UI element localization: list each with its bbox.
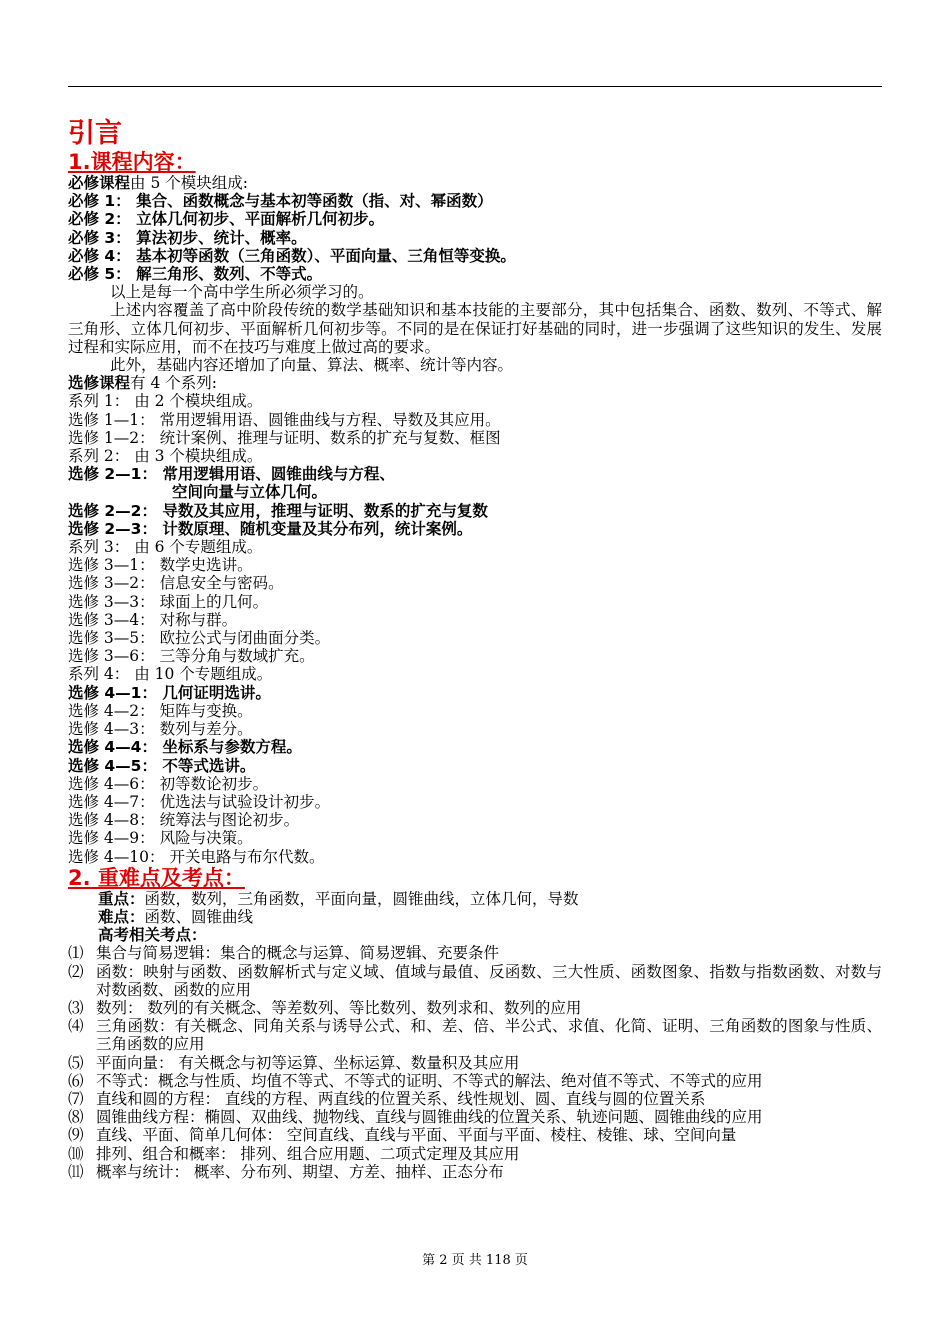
exam-point-number: ⑶ bbox=[68, 998, 84, 1017]
page-footer: 第 2 页 共 118 页 bbox=[422, 1253, 528, 1268]
exam-points-label: 高考相关考点： bbox=[98, 926, 207, 945]
exam-point-number: ⑵ bbox=[68, 962, 84, 981]
exam-point-9 bbox=[68, 1126, 882, 1144]
elective-3-5: 选修 3—5： 欧拉公式与闭曲面分类。 bbox=[68, 629, 331, 648]
series-3: 系列 3： 由 6 个专题组成。 bbox=[68, 538, 263, 557]
elective-3-2: 选修 3—2： 信息安全与密码。 bbox=[68, 574, 284, 593]
elective-4-2: 选修 4—2： 矩阵与变换。 bbox=[68, 701, 253, 720]
compulsory-module-1: 必修 1： 集合、函数概念与基本初等函数（指、对、幂函数） bbox=[68, 192, 493, 211]
key-points-text: 函数，数列，三角函数，平面向量，圆锥曲线，立体几何，导数 bbox=[144, 889, 579, 908]
exam-point-number: ⑻ bbox=[68, 1108, 84, 1127]
elective-intro-text: 有 4 个系列: bbox=[130, 374, 217, 393]
exam-point-2 bbox=[68, 963, 882, 999]
series-1: 系列 1： 由 2 个模块组成。 bbox=[68, 392, 263, 411]
exam-point-8 bbox=[68, 1108, 882, 1126]
exam-point-text: 直线和圆的方程： 直线的方程、两直线的位置关系、线性规划、圆、直线与圆的位置关系 bbox=[96, 1089, 706, 1108]
exam-point-text: 不等式：概念与性质、均值不等式、不等式的证明、不等式的解法、绝对值不等式、不等式的应用 bbox=[96, 1071, 763, 1090]
elective-1-1: 选修 1—1： 常用逻辑用语、圆锥曲线与方程、导数及其应用。 bbox=[68, 410, 501, 429]
compulsory-module-4: 必修 4： 基本初等函数（三角函数）、平面向量、三角恒等变换。 bbox=[68, 246, 516, 265]
exam-point-1 bbox=[68, 944, 882, 962]
section-1-heading: 1.课程内容： bbox=[68, 150, 196, 174]
elective-4-3: 选修 4—3： 数列与差分。 bbox=[68, 720, 253, 739]
exam-point-text: 函数：映射与函数、函数解析式与定义域、值域与最值、反函数、三大性质、函数图象、指数与指数函数、对数与对数函数、函数的应用 bbox=[96, 962, 882, 999]
elective-3-4: 选修 3—4： 对称与群。 bbox=[68, 610, 238, 629]
exam-point-10 bbox=[68, 1145, 882, 1163]
exam-point-5 bbox=[68, 1054, 882, 1072]
series-2: 系列 2： 由 3 个模块组成。 bbox=[68, 447, 263, 466]
elective-4-9: 选修 4—9： 风险与决策。 bbox=[68, 829, 253, 848]
exam-point-number: ⑽ bbox=[68, 1144, 84, 1163]
elective-3-6: 选修 3—6： 三等分角与数域扩充。 bbox=[68, 647, 315, 666]
exam-point-text: 三角函数：有关概念、同角关系与诱导公式、和、差、倍、半公式、求值、化简、证明、三角函数的图象与性质、三角函数的应用 bbox=[96, 1017, 882, 1054]
elective-4-4: 选修 4—4： 坐标系与参数方程。 bbox=[68, 738, 302, 757]
compulsory-module-3: 必修 3： 算法初步、统计、概率。 bbox=[68, 228, 307, 247]
key-points-label: 重点： bbox=[98, 889, 145, 908]
exam-point-4 bbox=[68, 1017, 882, 1053]
difficult-points-text: 函数、圆锥曲线 bbox=[144, 907, 254, 926]
compulsory-intro bbox=[68, 174, 882, 192]
exam-point-number: ⑷ bbox=[68, 1017, 84, 1036]
series-4: 系列 4： 由 10 个专题组成。 bbox=[68, 665, 273, 684]
compulsory-module-5: 必修 5： 解三角形、数列、不等式。 bbox=[68, 265, 323, 284]
section-2-heading: 2. 重难点及考点： bbox=[68, 865, 245, 890]
header-rule bbox=[68, 86, 882, 87]
key-points bbox=[68, 890, 882, 908]
elective-4-8: 选修 4—8： 统筹法与图论初步。 bbox=[68, 811, 300, 830]
difficult-points-label: 难点： bbox=[98, 907, 145, 926]
elective-4-1: 选修 4—1： 几何证明选讲。 bbox=[68, 683, 271, 702]
exam-point-text: 集合与简易逻辑：集合的概念与运算、简易逻辑、充要条件 bbox=[96, 944, 500, 963]
elective-2-2: 选修 2—2： 导数及其应用，推理与证明、数系的扩充与复数 bbox=[68, 501, 488, 520]
elective-4-5: 选修 4—5： 不等式选讲。 bbox=[68, 756, 256, 775]
page-title: 引言 bbox=[68, 118, 122, 149]
elective-1-2: 选修 1—2： 统计案例、推理与证明、数系的扩充与复数、框图 bbox=[68, 428, 501, 447]
paragraph-2: 上述内容覆盖了高中阶段传统的数学基础知识和基本技能的主要部分，其中包括集合、函数、数列、不等式、解三角形、立体几何初步、平面解析几何初步等。不同的是在保证打好基础的同时，进一步强调了这些知识的发生、发展过程和实际应用，而不在技巧与难度上做过高的要求。 bbox=[68, 301, 882, 356]
exam-point-number: ⑹ bbox=[68, 1071, 84, 1090]
exam-point-text: 平面向量： 有关概念与初等运算、坐标运算、数量积及其应用 bbox=[96, 1053, 520, 1072]
elective-4-10: 选修 4—10： 开关电路与布尔代数。 bbox=[68, 847, 325, 866]
elective-3-1: 选修 3—1： 数学史选讲。 bbox=[68, 556, 253, 575]
exam-point-text: 概率与统计： 概率、分布列、期望、方差、抽样、正态分布 bbox=[96, 1162, 504, 1181]
exam-point-text: 数列： 数列的有关概念、等差数列、等比数列、数列求和、数列的应用 bbox=[96, 998, 582, 1017]
elective-intro bbox=[68, 374, 882, 392]
elective-3-3: 选修 3—3： 球面上的几何。 bbox=[68, 592, 269, 611]
exam-point-number: ⑾ bbox=[68, 1162, 84, 1181]
paragraph-1: 以上是每一个高中学生所必须学习的。 bbox=[110, 283, 374, 302]
elective-4-7: 选修 4—7： 优选法与试验设计初步。 bbox=[68, 792, 331, 811]
exam-point-11 bbox=[68, 1163, 882, 1181]
exam-point-number: ⑺ bbox=[68, 1089, 84, 1108]
elective-label: 选修课程 bbox=[68, 374, 131, 393]
elective-2-3: 选修 2—3： 计数原理、随机变量及其分布列，统计案例。 bbox=[68, 519, 473, 538]
difficult-points bbox=[68, 908, 882, 926]
exam-point-text: 直线、平面、简单几何体： 空间直线、直线与平面、平面与平面、棱柱、棱锥、球、空间向量 bbox=[96, 1126, 737, 1145]
exam-point-number: ⑴ bbox=[68, 944, 84, 963]
compulsory-intro-text: 由 5 个模块组成: bbox=[130, 174, 248, 192]
elective-2-1-cont: 空间向量与立体几何。 bbox=[172, 483, 328, 502]
compulsory-module-2: 必修 2： 立体几何初步、平面解析几何初步。 bbox=[68, 210, 385, 229]
exam-point-6 bbox=[68, 1072, 882, 1090]
exam-point-text: 圆锥曲线方程：椭圆、双曲线、抛物线、直线与圆锥曲线的位置关系、轨迹问题、圆锥曲线的应用 bbox=[96, 1108, 763, 1127]
elective-2-1: 选修 2—1： 常用逻辑用语、圆锥曲线与方程、 bbox=[68, 465, 395, 484]
exam-point-number: ⑸ bbox=[68, 1053, 84, 1072]
document-body bbox=[68, 118, 882, 1181]
elective-4-6: 选修 4—6： 初等数论初步。 bbox=[68, 774, 269, 793]
exam-point-text: 排列、组合和概率： 排列、组合应用题、二项式定理及其应用 bbox=[96, 1144, 520, 1163]
paragraph-3: 此外，基础内容还增加了向量、算法、概率、统计等内容。 bbox=[110, 356, 514, 375]
exam-point-7 bbox=[68, 1090, 882, 1108]
exam-point-number: ⑼ bbox=[68, 1126, 84, 1145]
compulsory-label: 必修课程 bbox=[68, 174, 131, 192]
exam-point-3 bbox=[68, 999, 882, 1017]
